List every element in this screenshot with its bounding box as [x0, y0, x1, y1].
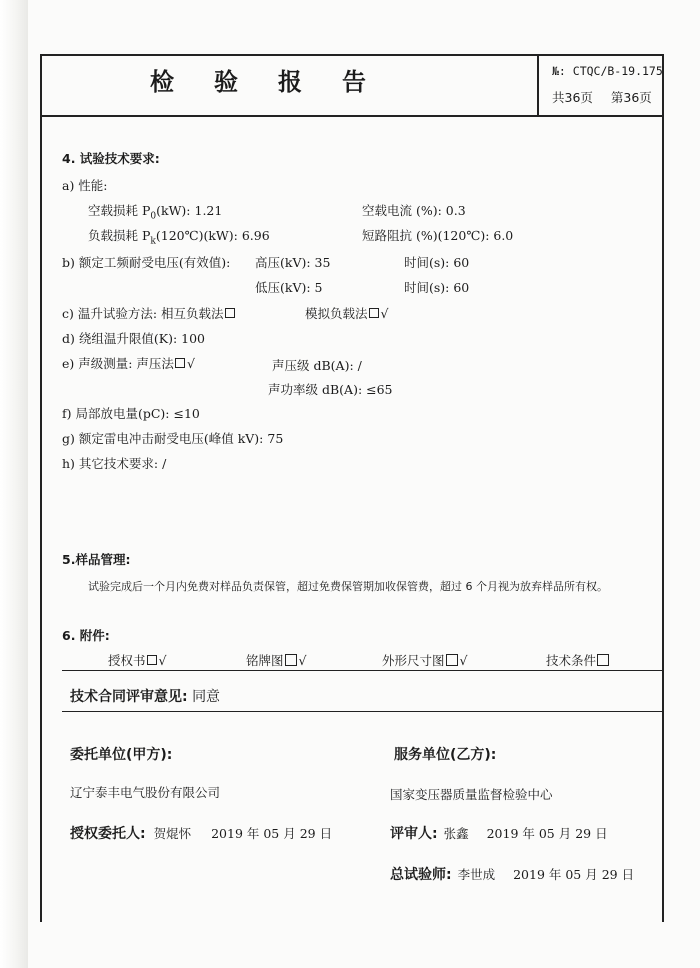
attachment-underline: [62, 670, 662, 671]
simulated-load-checkbox: [369, 308, 379, 318]
sample-management-text: 试验完成后一个月内免费对样品负责保管，超过免费保管期加收保管费，超过 6 个月视为放弃样品所有权。: [88, 580, 608, 593]
check-mark-icon: √: [298, 653, 307, 668]
check-mark-icon: √: [186, 356, 195, 371]
page-info: [552, 88, 652, 106]
withstand-voltage-label: b) 额定工频耐受电压(有效值):: [62, 255, 231, 270]
check-mark-icon: √: [158, 653, 167, 668]
lv-voltage: 低压(kV): 5: [255, 280, 323, 295]
sound-power-level: 声功率级 dB(A): ≤65: [268, 382, 393, 397]
winding-temp-limit: d) 绕组温升限值(K): 100: [62, 331, 205, 346]
temp-rise-method: c) 温升试验方法: 相互负载法: [62, 304, 237, 322]
header-divider: [40, 115, 664, 117]
chief-engineer: 总试验师: 李世成 2019 年 05 月 29 日: [390, 867, 635, 883]
load-loss: 负载损耗 $P_k(120℃)(kW)$: 6.96: [88, 228, 270, 247]
sound-measurement: e) 声级测量: 声压法 √: [62, 356, 195, 371]
lv-time: 时间(s): 60: [404, 280, 470, 295]
section4-heading: 4. 试验技术要求:: [62, 151, 160, 166]
check-mark-icon: √: [459, 653, 468, 668]
section5-heading: 5.样品管理:: [62, 552, 131, 567]
total-pages: 共36页: [552, 90, 593, 105]
simulated-load-option: 模拟负载法 √: [305, 306, 389, 321]
header-vertical-divider: [537, 54, 539, 115]
attachment-outline-drawing: 外形尺寸图 √: [382, 653, 468, 668]
page-edge-shadow: [0, 0, 28, 968]
attachment-authorization: 授权书 √: [108, 653, 167, 668]
reviewer: 评审人: 张鑫 2019 年 05 月 29 日: [390, 826, 608, 842]
other-requirements: h) 其它技术要求: /: [62, 456, 167, 471]
performance-label: a) 性能:: [62, 178, 108, 193]
hv-voltage: 高压(kV): 35: [255, 255, 331, 270]
short-circuit-impedance: 短路阻抗 (%)(120℃): 6.0: [362, 228, 514, 243]
sound-pressure-checkbox: [175, 358, 185, 368]
section6-heading: 6. 附件:: [62, 628, 110, 643]
client-agent: 授权委托人: 贺焜怀 2019 年 05 月 29 日: [70, 826, 333, 842]
client-label: 委托单位(甲方):: [70, 747, 173, 763]
no-load-loss: 空载损耗 $P_0(kW)$: 1.21: [88, 203, 223, 222]
current-page: 第36页: [610, 90, 652, 105]
review-underline: [62, 711, 662, 712]
sound-pressure-level: 声压级 dB(A): /: [272, 358, 362, 373]
hv-time: 时间(s): 60: [404, 255, 470, 270]
check-mark-icon: √: [380, 306, 389, 321]
contract-review: 技术合同评审意见: 同意: [70, 689, 221, 705]
report-title: 检验报告: [150, 68, 406, 96]
mutual-load-checkbox: [225, 308, 235, 318]
service-label: 服务单位(乙方):: [394, 747, 497, 763]
client-name: 辽宁泰丰电气股份有限公司: [70, 785, 221, 800]
partial-discharge: f) 局部放电量(pC): ≤10: [62, 406, 200, 421]
service-name: 国家变压器质量监督检验中心: [390, 787, 553, 802]
lightning-impulse: g) 额定雷电冲击耐受电压(峰值 kV): 75: [62, 431, 284, 446]
document-number: №: CTQC/B-19.175: [552, 64, 663, 78]
attachment-nameplate: 铭牌图 √: [246, 653, 307, 668]
attachment-tech-conditions: 技术条件: [546, 651, 611, 669]
no-load-current: 空载电流 (%): 0.3: [362, 203, 466, 218]
